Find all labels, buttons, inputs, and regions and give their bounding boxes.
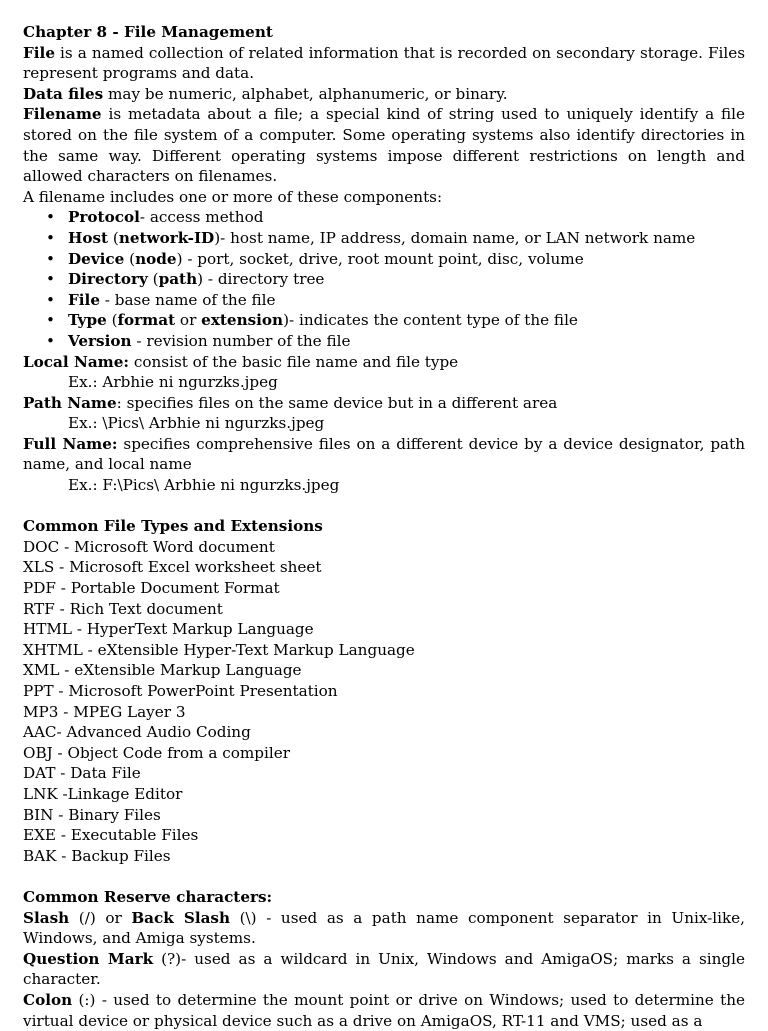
file-types-list — [23, 537, 745, 867]
local-name-example: Ex.: Arbhie ni ngurzks.jpeg — [68, 373, 278, 392]
file-definition: File is a named collection of related information that is recorded on secondary storage. Files represent programs and data. — [23, 43, 745, 83]
reserve-heading: Common Reserve characters: — [23, 887, 273, 906]
components-intro: A filename includes one or more of these components: — [23, 187, 443, 206]
path-name-example: Ex.: \Pics\ Arbhie ni ngurzks.jpeg — [68, 414, 325, 433]
list-item: DAT - Data File — [23, 764, 141, 783]
full-name-example: Ex.: F:\Pics\ Arbhie ni ngurzks.jpeg — [68, 476, 340, 495]
filename-definition: Filename is metadata about a file; a special kind of string used to uniquely identify a file stored on the file system of a computer. Some operating systems also identify directories in the same way. Different operating systems impose different restrictions on length and allowed characters on filenames. — [23, 105, 745, 186]
list-item: • Host (network-ID)- host name, IP address, domain name, or LAN network name — [68, 228, 745, 249]
list-item: OBJ - Object Code from a compiler — [23, 743, 290, 762]
list-item: • Device (node) - port, socket, drive, root mount point, disc, volume — [68, 249, 745, 270]
list-item: XHTML - eXtensible Hyper-Text Markup Language — [23, 640, 415, 659]
list-item: DOC - Microsoft Word document — [23, 537, 275, 556]
list-item: LNK -Linkage Editor — [23, 784, 183, 803]
list-item: • Type (format or extension)- indicates the content type of the file — [68, 310, 745, 331]
reserve-colon: Colon (:) - used to determine the mount point or drive on Windows; used to determine the virtual device or physical device such as a drive on AmigaOS, RT-11 and VMS; used as a — [23, 990, 745, 1030]
spacer — [23, 866, 745, 887]
list-item: RTF - Rich Text document — [23, 599, 223, 618]
path-name-definition: Path Name: specifies files on the same device but in a different area — [23, 393, 558, 412]
list-item: MP3 - MPEG Layer 3 — [23, 702, 186, 721]
list-item: EXE - Executable Files — [23, 826, 199, 845]
list-item: BIN - Binary Files — [23, 805, 161, 824]
chapter-title: Chapter 8 - File Management — [23, 23, 273, 41]
local-name-definition: Local Name: consist of the basic file name and file type — [23, 352, 459, 371]
list-item: BAK - Backup Files — [23, 846, 171, 865]
list-item: HTML - HyperText Markup Language — [23, 620, 314, 639]
full-name-definition: Full Name: specifies comprehensive files on a different device by a device designator, path name, and local name — [23, 434, 745, 474]
list-item: PPT - Microsoft PowerPoint Presentation — [23, 682, 338, 700]
list-item: • Protocol- access method — [68, 207, 745, 228]
list-item: • File - base name of the file — [68, 290, 745, 311]
list-item: • Version - revision number of the file — [68, 331, 745, 352]
spacer — [23, 496, 745, 517]
list-item: XLS - Microsoft Excel worksheet sheet — [23, 558, 322, 577]
data-files-definition: Data files may be numeric, alphabet, alphanumeric, or binary. — [23, 84, 508, 103]
reserve-question-mark: Question Mark (?)- used as a wildcard in Unix, Windows and AmigaOS; marks a single character. — [23, 949, 745, 989]
components-list — [23, 207, 745, 351]
file-types-heading: Common File Types and Extensions — [23, 517, 323, 536]
list-item: PDF - Portable Document Format — [23, 579, 280, 598]
list-item: • Directory (path) - directory tree — [68, 269, 745, 290]
list-item: XML - eXtensible Markup Language — [23, 661, 302, 680]
reserve-slash: Slash (/) or Back Slash (\) - used as a path name component separator in Unix-like, Windows, and Amiga systems. — [23, 908, 745, 948]
list-item: AAC- Advanced Audio Coding — [23, 723, 251, 742]
